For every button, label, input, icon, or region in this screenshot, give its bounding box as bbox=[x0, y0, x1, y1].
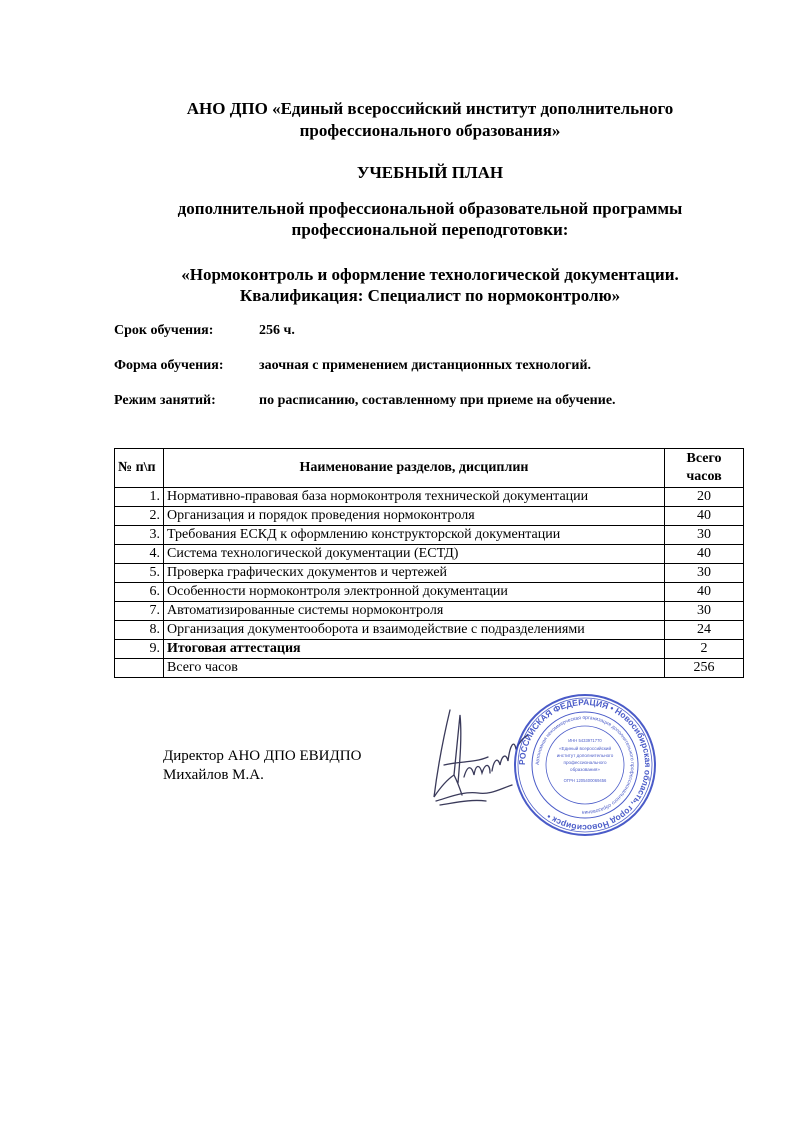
duration-value: 256 ч. bbox=[259, 323, 295, 338]
table-header-row bbox=[115, 449, 744, 488]
total-row bbox=[115, 659, 744, 678]
subtitle-line-1: дополнительной профессиональной образовательной программы bbox=[177, 199, 683, 218]
row-number: 9. bbox=[115, 640, 164, 659]
row-number: 4. bbox=[115, 545, 164, 564]
study-form-value: заочная с применением дистанционных технологий. bbox=[259, 358, 592, 373]
schedule-value: по расписанию, составленному при приеме на обучение. bbox=[259, 393, 616, 408]
row-hours: 40 bbox=[665, 583, 744, 602]
hours-header-line-1: Всего bbox=[686, 451, 722, 466]
seal-center-line-3: профессионального bbox=[563, 760, 607, 765]
table-row bbox=[115, 640, 744, 659]
table-row bbox=[115, 583, 744, 602]
schedule-row bbox=[114, 393, 616, 409]
org-line-2: профессионального образования» bbox=[299, 121, 561, 140]
row-discipline: Организация и порядок проведения нормоконтроля bbox=[164, 507, 665, 526]
row-discipline: Автоматизированные системы нормоконтроля bbox=[164, 602, 665, 621]
table-row bbox=[115, 602, 744, 621]
seal-outer-text: РОССИЙСКАЯ ФЕДЕРАЦИЯ • Новосибирская область, город Новосибирск • bbox=[516, 696, 654, 834]
organization-name bbox=[100, 98, 760, 142]
duration-row bbox=[114, 323, 295, 339]
program-name bbox=[100, 264, 760, 306]
table-row bbox=[115, 564, 744, 583]
table-row bbox=[115, 507, 744, 526]
table-row bbox=[115, 526, 744, 545]
row-number: 6. bbox=[115, 583, 164, 602]
seal-inner-text: Автономная некоммерческая организация дополнительного профессионального образования bbox=[534, 714, 636, 816]
row-number: 1. bbox=[115, 488, 164, 507]
row-hours: 24 bbox=[665, 621, 744, 640]
director-block bbox=[163, 747, 361, 785]
table-row bbox=[115, 488, 744, 507]
study-form-label: Форма обучения: bbox=[114, 358, 224, 373]
row-hours: 30 bbox=[665, 602, 744, 621]
row-number: 8. bbox=[115, 621, 164, 640]
row-discipline: Требования ЕСКД к оформлению конструкторской документации bbox=[164, 526, 665, 545]
curriculum-table bbox=[114, 448, 744, 678]
row-hours: 40 bbox=[665, 545, 744, 564]
hours-header-line-2: часов bbox=[686, 469, 722, 484]
row-number: 5. bbox=[115, 564, 164, 583]
row-number: 7. bbox=[115, 602, 164, 621]
document-subtitle bbox=[100, 198, 760, 240]
row-discipline: Нормативно-правовая база нормоконтроля технической документации bbox=[164, 488, 665, 507]
study-form-row bbox=[114, 358, 591, 374]
total-value: 256 bbox=[665, 659, 744, 678]
row-number: 3. bbox=[115, 526, 164, 545]
row-hours: 2 bbox=[665, 640, 744, 659]
table-row bbox=[115, 621, 744, 640]
total-label: Всего часов bbox=[164, 659, 665, 678]
total-number-cell bbox=[115, 659, 164, 678]
seal-ogrn: ОГРН 1205400069456 bbox=[563, 778, 607, 783]
duration-label: Срок обучения: bbox=[114, 323, 214, 338]
column-header-hours bbox=[665, 449, 744, 488]
row-discipline: Система технологической документации (ЕСТД) bbox=[164, 545, 665, 564]
director-name: Михайлов М.А. bbox=[163, 767, 264, 783]
schedule-label: Режим занятий: bbox=[114, 393, 216, 408]
program-line-2: Квалификация: Специалист по нормоконтролю» bbox=[239, 286, 621, 305]
row-discipline: Особенности нормоконтроля электронной документации bbox=[164, 583, 665, 602]
row-hours: 30 bbox=[665, 564, 744, 583]
program-line-1: «Нормоконтроль и оформление технологической документации. bbox=[181, 265, 679, 284]
subtitle-line-2: профессиональной переподготовки: bbox=[291, 220, 569, 239]
seal-center-line-2: институт дополнительного bbox=[556, 753, 614, 758]
column-header-number: № п\п bbox=[115, 449, 164, 488]
row-discipline: Проверка графических документов и чертежей bbox=[164, 564, 665, 583]
seal-center-line-1: «Единый всероссийский bbox=[558, 746, 612, 751]
row-hours: 40 bbox=[665, 507, 744, 526]
director-title: Директор АНО ДПО ЕВИДПО bbox=[163, 748, 362, 764]
row-hours: 30 bbox=[665, 526, 744, 545]
column-header-name: Наименование разделов, дисциплин bbox=[164, 449, 665, 488]
row-number: 2. bbox=[115, 507, 164, 526]
document-title: УЧЕБНЫЙ ПЛАН bbox=[356, 163, 504, 182]
row-discipline: Итоговая аттестация bbox=[164, 640, 665, 659]
row-discipline: Организация документооборота и взаимодействие с подразделениями bbox=[164, 621, 665, 640]
seal-inn: ИНН 5433971770 bbox=[568, 738, 602, 743]
organization-seal bbox=[510, 690, 660, 840]
org-line-1: АНО ДПО «Единый всероссийский институт дополнительного bbox=[186, 99, 674, 118]
seal-center-line-4: образования» bbox=[570, 767, 600, 772]
row-hours: 20 bbox=[665, 488, 744, 507]
table-row bbox=[115, 545, 744, 564]
